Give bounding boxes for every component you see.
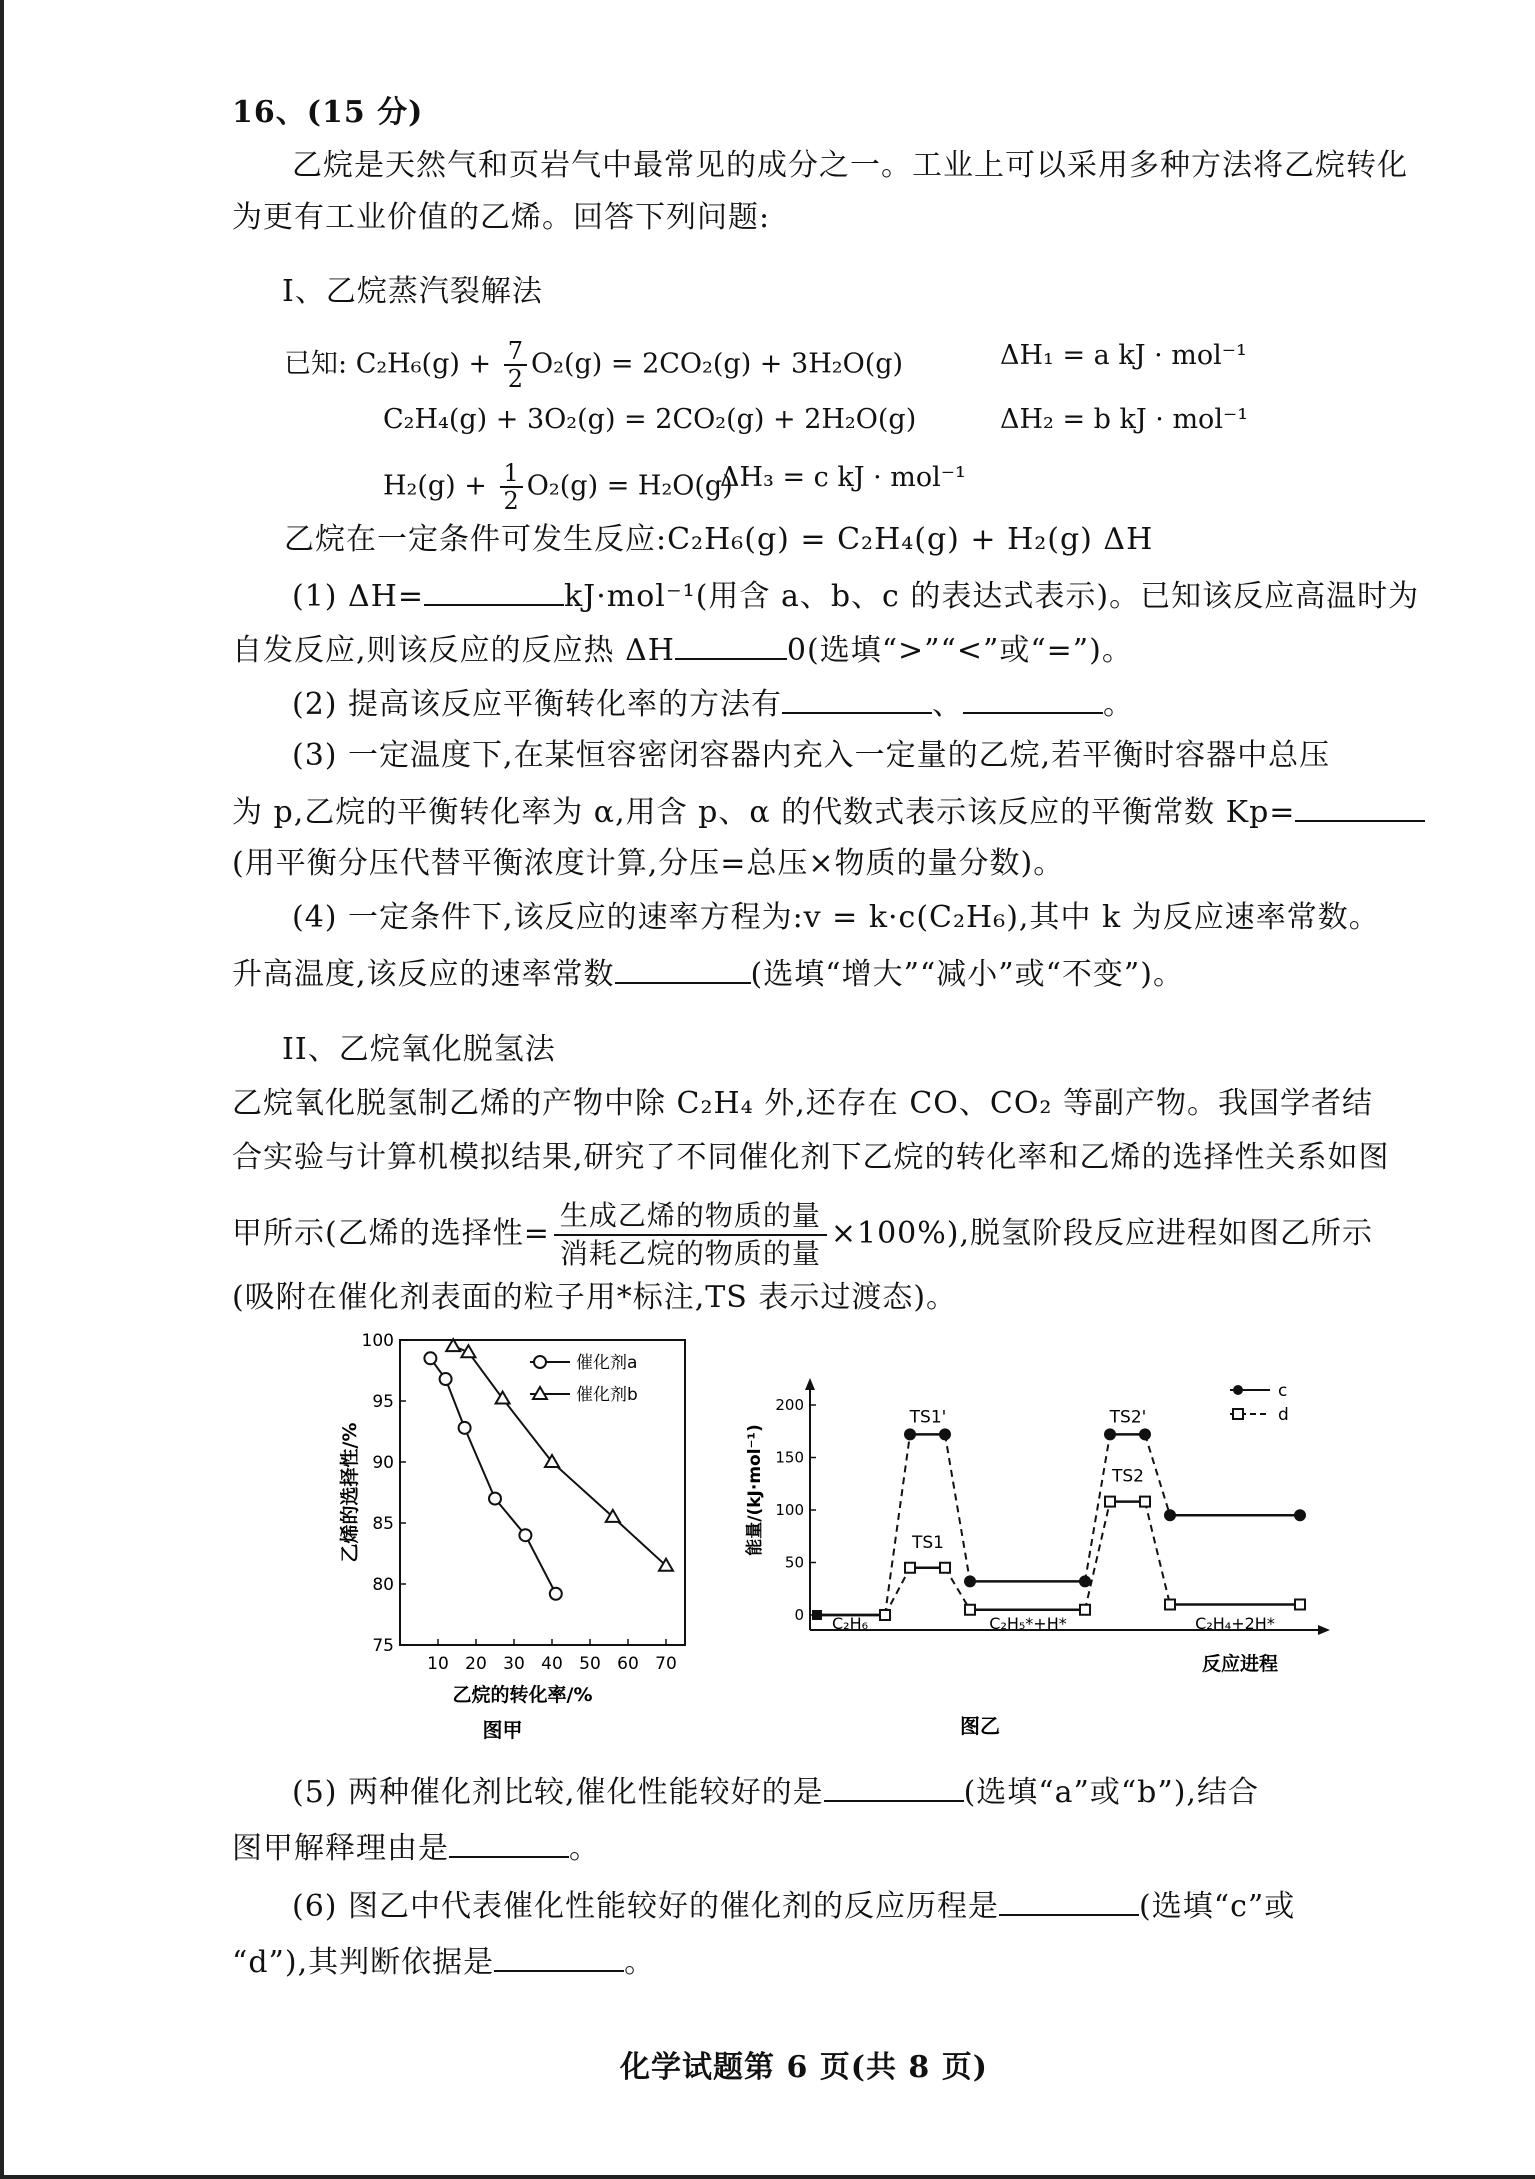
q6-text-a: (6) 图乙中代表催化性能较好的催化剂的反应历程是 [292, 1889, 1000, 1924]
y-tick-label: 95 [372, 1392, 394, 1412]
transition-c [885, 1434, 910, 1615]
eq3-frac-num: 1 [500, 460, 523, 488]
data-point-c [904, 1428, 916, 1440]
q5-text-b: (选填“a”或“b”),结合 [963, 1775, 1259, 1810]
q1-answer-blank-2[interactable] [675, 628, 787, 660]
data-point-c [1104, 1428, 1116, 1440]
known-equation-1 [284, 338, 903, 392]
x-tick-label: 10 [427, 1654, 449, 1674]
legend-marker-d [1233, 1409, 1243, 1419]
y-tick-label: 80 [372, 1575, 394, 1595]
start-marker [812, 1610, 822, 1620]
y-tick-label: 150 [775, 1448, 804, 1467]
eq3-fraction [500, 460, 523, 514]
ts-label: TS1' [909, 1407, 947, 1428]
y-tick-label: 100 [361, 1331, 394, 1351]
known-equation-3 [383, 460, 733, 514]
data-point-催化剂a [489, 1493, 501, 1505]
q5-answer-blank-2[interactable] [449, 1826, 569, 1858]
q1-text-d: 0(选填“>”“<”或“=”)。 [786, 633, 1133, 668]
q1-answer-blank-1[interactable] [424, 574, 564, 606]
q6-answer-blank-1[interactable] [999, 1884, 1139, 1916]
legend-label-催化剂b: 催化剂b [576, 1385, 638, 1405]
intro-line-2: 为更有工业价值的乙烯。回答下列问题: [232, 200, 771, 235]
scan-border-bottom [0, 2175, 1535, 2179]
data-point-d [965, 1605, 975, 1615]
p2-text-a: 甲所示(乙烯的选择性= [232, 1216, 550, 1251]
data-point-催化剂a [424, 1352, 436, 1364]
q3-line-2 [232, 790, 1425, 833]
part2-line-2: 合实验与计算机模拟结果,研究了不同催化剂下乙烷的转化率和乙烯的选择性关系如图 [232, 1140, 1390, 1175]
y-tick-label: 75 [372, 1636, 394, 1656]
question-header: 16、(15 分) [232, 95, 424, 130]
q2-separator: 、 [932, 687, 964, 722]
state-label: C₂H₆ [831, 1614, 869, 1633]
selectivity-fraction [554, 1198, 827, 1272]
figure-jia-chart [320, 1330, 700, 1740]
x-tick-label: 60 [617, 1654, 639, 1674]
eq3-left: H₂(g) + [383, 470, 496, 502]
data-point-d [1165, 1600, 1175, 1610]
x-tick-label: 40 [541, 1654, 563, 1674]
q6-period: 。 [624, 1945, 656, 1980]
part2-line-3 [232, 1198, 1373, 1272]
transition-c [945, 1434, 970, 1581]
figure-caption-jia: 图甲 [482, 1718, 523, 1740]
q2-answer-blank-1[interactable] [782, 682, 932, 714]
q6-line-2 [232, 1940, 655, 1983]
data-point-c [1079, 1575, 1091, 1587]
legend-label-c: c [1278, 1381, 1288, 1401]
y-axis-label: 能量/(kJ·mol⁻¹) [745, 1424, 765, 1556]
p2-text-b: ×100%),脱氢阶段反应进程如图乙所示 [830, 1216, 1374, 1251]
q2-period: 。 [1103, 687, 1135, 722]
y-tick-label: 0 [794, 1606, 804, 1624]
scan-border-left [0, 0, 4, 2179]
eq1-enthalpy: ΔH₁ = a kJ · mol⁻¹ [1000, 340, 1247, 371]
x-axis-label: 乙烷的转化率/% [452, 1684, 593, 1706]
y-tick-label: 100 [775, 1501, 804, 1519]
q5-line-2 [232, 1826, 600, 1869]
x-axis-label: 反应进程 [1201, 1653, 1279, 1675]
state-label: C₂H₅*+H* [989, 1614, 1067, 1633]
q1-text-a: (1) ΔH= [292, 579, 424, 614]
q4-line-1: (4) 一定条件下,该反应的速率方程为:v = k·c(C₂H₆),其中 k 为反应速率常数。 [292, 900, 1380, 935]
q5-period: 。 [569, 1831, 600, 1866]
y-axis-arrow [805, 1378, 815, 1390]
eq1-fraction [504, 338, 527, 392]
transition-d [885, 1568, 910, 1615]
q2-line [292, 682, 1134, 725]
q6-answer-blank-2[interactable] [494, 1940, 624, 1972]
x-axis-arrow [1318, 1625, 1330, 1635]
y-tick-label: 85 [372, 1514, 394, 1534]
x-tick-label: 50 [579, 1654, 601, 1674]
q6-text-b: (选填“c”或 [1139, 1889, 1296, 1924]
legend-label-d: d [1278, 1405, 1289, 1425]
legend-marker-催化剂a [534, 1356, 546, 1368]
plot-frame [400, 1340, 685, 1645]
q5-line-1 [292, 1770, 1259, 1813]
q6-line-1 [292, 1884, 1295, 1927]
data-point-c [1164, 1509, 1176, 1521]
q4-answer-blank[interactable] [615, 952, 751, 984]
part1-title: I、乙烷蒸汽裂解法 [282, 274, 543, 309]
y-axis-label: 乙烯的选择性/% [339, 1422, 361, 1563]
selectivity-frac-den: 消耗乙烷的物质的量 [559, 1237, 821, 1270]
part2-line-1: 乙烷氧化脱氢制乙烯的产物中除 C₂H₄ 外,还存在 CO、CO₂ 等副产物。我国学者结 [232, 1086, 1373, 1121]
data-point-d [905, 1563, 915, 1573]
legend-marker-c [1233, 1385, 1243, 1395]
x-tick-label: 30 [503, 1654, 525, 1674]
part2-line-4: (吸附在催化剂表面的粒子用*标注,TS 表示过渡态)。 [232, 1280, 958, 1315]
q5-text-c: 图甲解释理由是 [232, 1831, 449, 1866]
state-label: C₂H₄+2H* [1195, 1614, 1275, 1633]
q5-text-a: (5) 两种催化剂比较,催化性能较好的是 [292, 1775, 824, 1810]
ts-label: TS2' [1109, 1407, 1147, 1428]
eq1-frac-den: 2 [507, 365, 523, 393]
y-tick-label: 90 [372, 1453, 394, 1473]
data-point-c [964, 1575, 976, 1587]
x-tick-label: 20 [465, 1654, 487, 1674]
data-point-d [880, 1610, 890, 1620]
q3-answer-blank[interactable] [1295, 790, 1425, 822]
y-tick-label: 50 [784, 1553, 804, 1572]
q2-answer-blank-2[interactable] [963, 682, 1103, 714]
eq1-frac-num: 7 [504, 338, 527, 366]
data-point-c [1139, 1428, 1151, 1440]
eq2-enthalpy: ΔH₂ = b kJ · mol⁻¹ [1000, 404, 1249, 435]
selectivity-frac-num: 生成乙烯的物质的量 [554, 1198, 827, 1236]
known-label: 已知: [284, 348, 348, 380]
q3-text-b: 为 p,乙烷的平衡转化率为 α,用含 p、α 的代数式表示该反应的平衡常数 Kp= [232, 795, 1296, 830]
page-footer: 化学试题第 6 页(共 8 页) [620, 2050, 988, 2085]
part2-title: II、乙烷氧化脱氢法 [282, 1032, 556, 1067]
eq1-right: O₂(g) = 2CO₂(g) + 3H₂O(g) [530, 348, 904, 380]
q3-line-3: (用平衡分压代替平衡浓度计算,分压=总压×物质的量分数)。 [232, 846, 1065, 881]
q2-text: (2) 提高该反应平衡转化率的方法有 [292, 687, 783, 722]
q4-text-c: (选填“增大”“减小”或“不变”)。 [750, 957, 1184, 992]
ts-label: TS1 [912, 1532, 944, 1553]
y-tick-label: 200 [775, 1396, 804, 1414]
known-equation-2: C₂H₄(g) + 3O₂(g) = 2CO₂(g) + 2H₂O(g) [383, 404, 917, 435]
q4-line-2 [232, 952, 1184, 995]
figure-caption-yi: 图乙 [960, 1714, 1000, 1738]
eq3-frac-den: 2 [503, 487, 519, 515]
eq3-enthalpy: ΔH₃ = c kJ · mol⁻¹ [720, 462, 966, 493]
data-point-d [1140, 1497, 1150, 1507]
legend-label-催化剂a: 催化剂a [576, 1353, 638, 1373]
q4-text-b: 升高温度,该反应的速率常数 [232, 957, 615, 992]
q1-text-c: 自发反应,则该反应的反应热 ΔH [232, 633, 675, 668]
data-point-催化剂a [440, 1373, 452, 1385]
data-point-d [1080, 1605, 1090, 1615]
q1-line-1 [292, 574, 1419, 617]
ts-label: TS2 [1112, 1466, 1144, 1487]
data-point-c [939, 1428, 951, 1440]
data-point-催化剂a [550, 1588, 562, 1600]
q6-text-c: “d”),其判断依据是 [232, 1945, 495, 1980]
data-point-d [940, 1563, 950, 1573]
eq3-right: O₂(g) = H₂O(g) [526, 470, 733, 502]
data-point-d [1295, 1600, 1305, 1610]
intro-line-1: 乙烷是天然气和页岩气中最常见的成分之一。工业上可以采用多种方法将乙烷转化 [292, 148, 1408, 183]
q1-text-b: kJ·mol⁻¹(用含 a、b、c 的表达式表示)。已知该反应高温时为 [564, 579, 1420, 614]
reaction-line: 乙烷在一定条件可发生反应:C₂H₆(g) = C₂H₄(g) + H₂(g) ΔH [284, 522, 1154, 557]
q1-line-2 [232, 628, 1133, 671]
eq1-left: C₂H₆(g) + [355, 348, 500, 380]
transition-d [945, 1568, 970, 1610]
data-point-d [1105, 1497, 1115, 1507]
x-tick-label: 70 [655, 1654, 677, 1674]
data-point-催化剂a [459, 1422, 471, 1434]
figure-yi-chart [730, 1370, 1340, 1750]
q3-line-1: (3) 一定温度下,在某恒容密闭容器内充入一定量的乙烷,若平衡时容器中总压 [292, 738, 1331, 773]
data-point-c [1294, 1509, 1306, 1521]
q5-answer-blank-1[interactable] [824, 1770, 964, 1802]
data-point-催化剂a [519, 1529, 531, 1541]
series-line-催化剂b [453, 1346, 666, 1566]
